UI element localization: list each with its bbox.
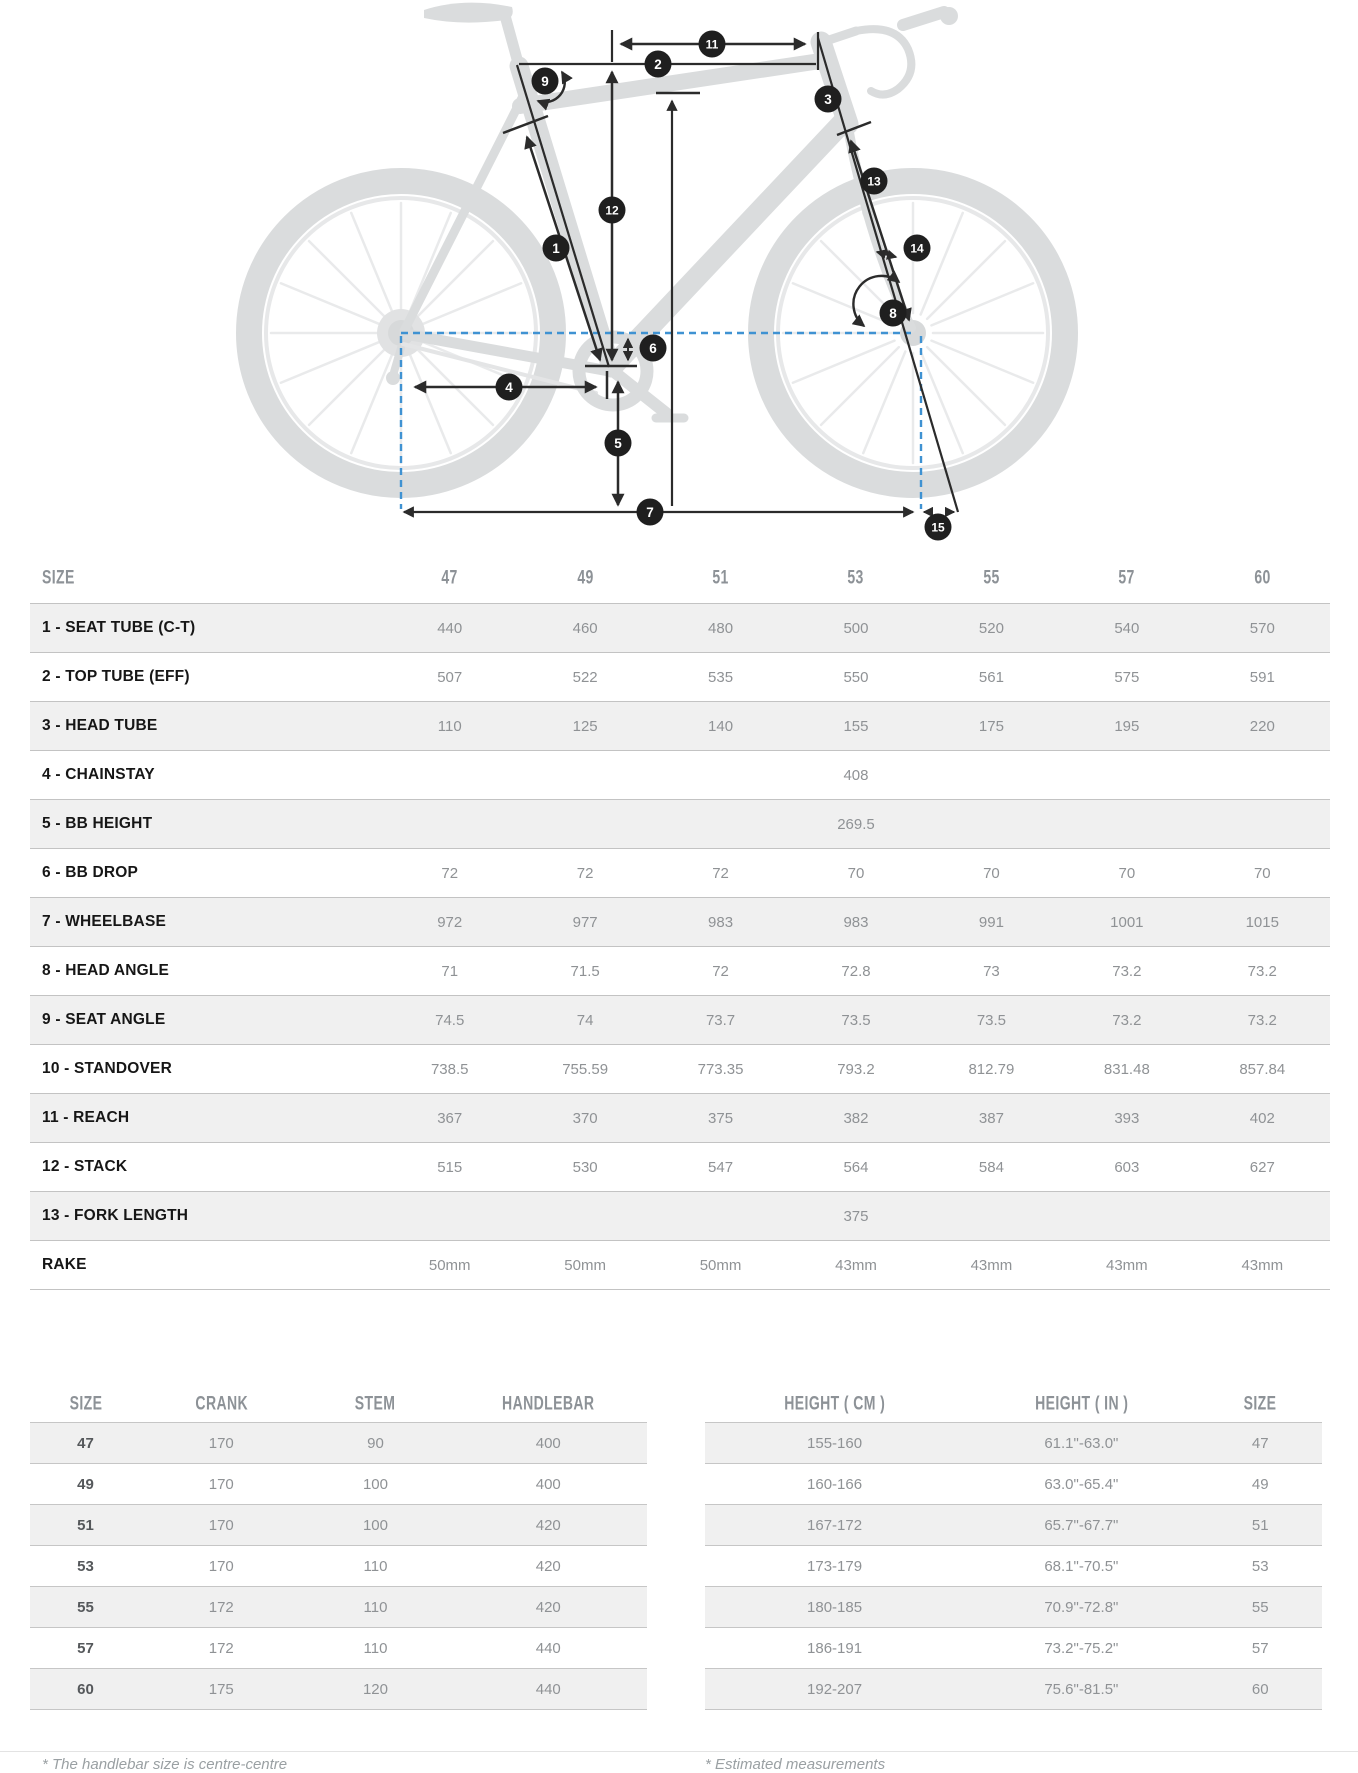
geometry-value: 603 xyxy=(1114,1158,1140,1176)
geometry-value: 43mm xyxy=(1106,1256,1148,1274)
components_table-value: 170 xyxy=(208,1475,234,1493)
wheel-spoke xyxy=(927,241,1005,319)
components_table-value: 57 xyxy=(77,1639,94,1657)
geometry-value: 125 xyxy=(572,717,598,735)
components_table-header-3 xyxy=(450,1393,647,1414)
geometry-value: 584 xyxy=(978,1158,1004,1176)
geometry-row-label: 3 - HEAD TUBE xyxy=(42,717,158,734)
components_table-value: 440 xyxy=(535,1639,561,1657)
bike-geometry-diagram xyxy=(0,0,1358,545)
components_table-header-1 xyxy=(141,1393,301,1414)
sizing_table-row xyxy=(705,1586,1322,1627)
geometry-value: 50mm xyxy=(699,1256,742,1274)
components_table-value: 51 xyxy=(77,1516,94,1534)
components_table-value: 100 xyxy=(362,1475,388,1493)
sizing_table-value: 60 xyxy=(1251,1680,1269,1698)
wheel-spoke xyxy=(793,283,895,325)
geometry-value: 70 xyxy=(847,864,865,882)
wheel-spoke xyxy=(281,341,383,383)
wheel-spoke xyxy=(863,351,905,453)
geometry-value: 535 xyxy=(708,668,734,686)
sizing_table-header-2 xyxy=(1199,1393,1322,1414)
header-label: HANDLEBAR xyxy=(502,1391,595,1414)
callout-number: 3 xyxy=(824,92,832,107)
callout-number: 1 xyxy=(552,241,560,256)
sizing_table-value: 65.7"-67.7" xyxy=(1044,1516,1119,1534)
sizing_table-value: 180-185 xyxy=(807,1598,863,1616)
stem xyxy=(823,31,856,42)
components_table-value: 110 xyxy=(363,1557,388,1575)
geometry-value: 43mm xyxy=(970,1256,1013,1274)
components_table-value: 400 xyxy=(535,1475,561,1493)
components_table-value: 120 xyxy=(362,1680,388,1698)
sizing_table-value: 75.6"-81.5" xyxy=(1044,1680,1119,1698)
geometry-row-label: 6 - BB DROP xyxy=(42,864,139,881)
geometry-row-label: 12 - STACK xyxy=(42,1158,128,1175)
geometry-value: 440 xyxy=(437,619,463,637)
geometry-value: 70 xyxy=(1118,864,1136,882)
geometry-header-size xyxy=(30,567,382,588)
components-table xyxy=(30,1384,647,1773)
geometry-value: 74 xyxy=(576,1011,594,1029)
header-label: HEIGHT ( IN ) xyxy=(1034,1391,1128,1414)
components_table-value: 172 xyxy=(208,1639,234,1657)
geometry-value: 547 xyxy=(708,1158,734,1176)
header-label: SIZE xyxy=(69,1391,102,1414)
callout-number: 2 xyxy=(654,57,662,72)
geometry-value: 43mm xyxy=(835,1256,877,1274)
sizing_table-value: 73.2"-75.2" xyxy=(1044,1639,1119,1657)
wheel-spoke xyxy=(931,341,1033,383)
geometry-row-label: 5 - BB HEIGHT xyxy=(42,815,153,832)
brake-hood xyxy=(903,12,944,25)
geometry-value: 375 xyxy=(843,1207,869,1225)
geometry-row xyxy=(30,652,1330,701)
wheel-spoke xyxy=(281,283,383,325)
geometry-value: 1001 xyxy=(1110,913,1144,931)
geometry-header-49 xyxy=(517,567,652,588)
geometry-value: 72 xyxy=(712,864,729,882)
geometry-value: 812.79 xyxy=(968,1060,1015,1078)
wheel-spoke xyxy=(419,283,521,325)
components_table-value: 110 xyxy=(363,1598,388,1616)
geometry-value: 972 xyxy=(437,913,463,931)
geometry-row xyxy=(30,603,1330,652)
sizing_table-value: 63.0"-65.4" xyxy=(1044,1475,1119,1493)
geometry-header-47 xyxy=(382,567,517,588)
geometry-header-51 xyxy=(653,567,788,588)
geometry-value: 72 xyxy=(712,962,729,980)
header-label: SIZE xyxy=(42,565,75,588)
geometry-value: 575 xyxy=(1114,668,1140,686)
geometry-value: 72 xyxy=(576,864,594,882)
geometry-value: 500 xyxy=(843,619,869,637)
geometry-row xyxy=(30,1093,1330,1142)
wheel-spoke xyxy=(921,213,963,315)
geometry-value: 370 xyxy=(572,1109,598,1127)
callout-number: 4 xyxy=(505,380,513,395)
geometry-value: 72.8 xyxy=(841,962,871,980)
sizing_table-row xyxy=(705,1545,1322,1586)
geometry-value: 387 xyxy=(978,1109,1004,1127)
geometry-table-header xyxy=(30,551,1330,603)
components_table-row xyxy=(30,1586,647,1627)
components-table-header xyxy=(30,1384,647,1422)
geometry-value: 71 xyxy=(441,962,459,980)
geometry-value: 402 xyxy=(1249,1109,1275,1127)
geometry-value: 983 xyxy=(708,913,734,931)
components_table-value: 53 xyxy=(77,1557,94,1575)
geometry-value: 793.2 xyxy=(837,1060,875,1078)
header-label: 55 xyxy=(983,565,1000,588)
geometry-value: 591 xyxy=(1249,668,1275,686)
sizing_table-value: 160-166 xyxy=(807,1475,863,1493)
callout-number: 6 xyxy=(649,341,657,356)
geometry-row xyxy=(30,1240,1330,1290)
geometry-value: 73.5 xyxy=(841,1011,871,1029)
components_table-value: 170 xyxy=(208,1516,234,1534)
measurement-annotations xyxy=(404,30,958,512)
geometry-value: 43mm xyxy=(1241,1256,1284,1274)
components_table-row xyxy=(30,1545,647,1586)
geometry-row-label: 7 - WHEELBASE xyxy=(42,913,167,930)
callout-number: 8 xyxy=(889,306,897,321)
header-label: 51 xyxy=(712,565,729,588)
geometry-header-55 xyxy=(924,567,1059,588)
geometry-value: 507 xyxy=(437,668,463,686)
geometry-value: 550 xyxy=(843,668,869,686)
components_table-value: 100 xyxy=(362,1516,388,1534)
callout-number: 9 xyxy=(541,74,549,89)
components_table-header-2 xyxy=(301,1393,449,1414)
fork-length-arrow xyxy=(851,141,909,320)
geometry-table xyxy=(30,551,1330,1290)
geometry-value: 382 xyxy=(843,1109,869,1127)
sizing_table-row xyxy=(705,1463,1322,1504)
geometry-row-label: 10 - STANDOVER xyxy=(42,1060,172,1077)
geometry-row xyxy=(30,897,1330,946)
geometry-value: 73.2 xyxy=(1112,1011,1142,1029)
sizing_table-row xyxy=(705,1627,1322,1668)
components_table-value: 400 xyxy=(535,1434,561,1452)
geometry-value: 627 xyxy=(1249,1158,1275,1176)
wheel-spoke xyxy=(793,341,895,383)
sizing_table-value: 57 xyxy=(1251,1639,1269,1657)
header-label: 53 xyxy=(847,565,865,588)
geometry-value: 522 xyxy=(572,668,598,686)
callout-number: 11 xyxy=(705,37,719,52)
wheel-spoke xyxy=(821,347,899,425)
wheel-spoke xyxy=(309,241,387,319)
callout-number: 12 xyxy=(605,203,619,218)
geometry-value: 773.35 xyxy=(697,1060,744,1078)
geometry-value: 155 xyxy=(843,717,869,735)
header-label: SIZE xyxy=(1243,1391,1277,1414)
components_table-value: 170 xyxy=(208,1557,234,1575)
geometry-header-53 xyxy=(788,567,923,588)
geometry-header-60 xyxy=(1195,567,1330,588)
geometry-row-label: 4 - CHAINSTAY xyxy=(42,766,155,783)
geometry-value: 74.5 xyxy=(435,1011,465,1029)
components_table-row xyxy=(30,1504,647,1545)
geometry-value: 71.5 xyxy=(570,962,600,980)
geometry-value: 220 xyxy=(1249,717,1275,735)
wheel-spoke xyxy=(921,351,963,453)
geometry-value: 738.5 xyxy=(430,1060,469,1078)
geometry-value: 515 xyxy=(437,1158,463,1176)
handlebar xyxy=(856,29,911,94)
sizing_table-value: 70.9"-72.8" xyxy=(1044,1598,1119,1616)
sizing_table-value: 192-207 xyxy=(807,1680,863,1698)
geometry-value: 269.5 xyxy=(837,815,875,833)
geometry-row-label: 13 - FORK LENGTH xyxy=(42,1207,189,1224)
callout-number: 14 xyxy=(910,241,924,256)
geometry-value: 375 xyxy=(708,1109,734,1127)
geometry-row xyxy=(30,946,1330,995)
sizing-table-header xyxy=(705,1384,1322,1422)
geometry-value: 393 xyxy=(1114,1109,1140,1127)
components_table-row xyxy=(30,1627,647,1668)
geometry-value: 73.2 xyxy=(1247,1011,1277,1029)
geometry-value: 175 xyxy=(978,717,1004,735)
sizing-footnote: * Estimated measurements xyxy=(705,1756,886,1773)
components_table-value: 110 xyxy=(363,1639,388,1657)
geometry-value: 50mm xyxy=(428,1256,471,1274)
sizing_table-value: 186-191 xyxy=(807,1639,863,1657)
components_table-value: 420 xyxy=(535,1516,561,1534)
components_table-value: 420 xyxy=(535,1557,561,1575)
geometry-row-label: 2 - TOP TUBE (EFF) xyxy=(42,668,190,685)
geometry-value: 408 xyxy=(843,766,869,784)
geometry-value: 73.2 xyxy=(1247,962,1277,980)
components_table-value: 55 xyxy=(77,1598,94,1616)
geometry-row-label: 8 - HEAD ANGLE xyxy=(42,962,170,979)
sizing_table-value: 173-179 xyxy=(807,1557,863,1575)
geometry-header-57 xyxy=(1059,567,1194,588)
geometry-value: 977 xyxy=(572,913,598,931)
geometry-value: 530 xyxy=(572,1158,598,1176)
geometry-value: 73.5 xyxy=(976,1011,1007,1029)
components_table-value: 440 xyxy=(535,1680,561,1698)
bottom-tables xyxy=(30,1384,1358,1773)
components_table-header-0 xyxy=(30,1393,141,1414)
header-label: 57 xyxy=(1118,565,1136,588)
components-footnote: * The handlebar size is centre-centre xyxy=(42,1756,288,1773)
wheel-spoke xyxy=(351,351,393,453)
geometry-value: 831.48 xyxy=(1103,1060,1150,1078)
sizing_table-header-1 xyxy=(964,1393,1198,1414)
sizing_table-value: 53 xyxy=(1251,1557,1269,1575)
sizing-table xyxy=(705,1384,1322,1773)
sizing_table-value: 47 xyxy=(1251,1434,1269,1452)
geometry-value: 755.59 xyxy=(562,1060,609,1078)
geometry-row xyxy=(30,750,1330,799)
sizing_table-value: 68.1"-70.5" xyxy=(1044,1557,1119,1575)
geometry-value: 1015 xyxy=(1245,913,1279,931)
geometry-value: 110 xyxy=(437,717,462,735)
geometry-value: 70 xyxy=(983,864,1000,882)
wheel-spoke xyxy=(927,347,1005,425)
components_table-row xyxy=(30,1668,647,1710)
geometry-value: 520 xyxy=(978,619,1004,637)
callout-number: 7 xyxy=(646,505,654,520)
wheel-spoke xyxy=(351,213,393,315)
saddle xyxy=(424,3,513,23)
geometry-row xyxy=(30,701,1330,750)
wheel-spoke xyxy=(409,213,451,315)
geometry-value: 983 xyxy=(843,913,869,931)
header-label: 47 xyxy=(441,565,458,588)
geometry-value: 564 xyxy=(843,1158,869,1176)
top-tube xyxy=(520,60,827,106)
front-wheel xyxy=(761,181,1065,485)
components_table-value: 420 xyxy=(535,1598,561,1616)
geometry-value: 367 xyxy=(437,1109,463,1127)
components_table-value: 49 xyxy=(77,1475,94,1493)
header-label: 60 xyxy=(1254,565,1271,588)
components_table-value: 170 xyxy=(208,1434,234,1452)
geometry-row-label: 11 - REACH xyxy=(42,1109,130,1126)
geometry-value: 73.2 xyxy=(1112,962,1142,980)
components_table-row xyxy=(30,1422,647,1463)
components_table-row xyxy=(30,1463,647,1504)
components_table-value: 172 xyxy=(208,1598,234,1616)
geometry-row-label: 1 - SEAT TUBE (C-T) xyxy=(42,619,196,636)
geometry-value: 72 xyxy=(441,864,459,882)
geometry-row xyxy=(30,1142,1330,1191)
sizing_table-value: 51 xyxy=(1251,1516,1269,1534)
sizing_table-value: 55 xyxy=(1251,1598,1269,1616)
sizing_table-value: 155-160 xyxy=(807,1434,863,1452)
header-label: HEIGHT ( CM ) xyxy=(784,1391,886,1414)
wheel-spoke xyxy=(309,347,387,425)
geometry-value: 140 xyxy=(708,717,734,735)
geometry-value: 50mm xyxy=(564,1256,606,1274)
callout-number: 13 xyxy=(867,174,881,189)
sizing_table-header-0 xyxy=(705,1393,964,1414)
geometry-row xyxy=(30,799,1330,848)
sizing_table-value: 167-172 xyxy=(807,1516,863,1534)
geometry-value: 561 xyxy=(978,668,1004,686)
components_table-value: 90 xyxy=(367,1434,384,1452)
header-label: STEM xyxy=(355,1391,396,1414)
geometry-value: 70 xyxy=(1253,864,1271,882)
sizing_table-value: 61.1"-63.0" xyxy=(1044,1434,1119,1452)
wheel-spoke xyxy=(409,351,451,453)
components_table-value: 60 xyxy=(77,1680,94,1698)
geometry-row-label: RAKE xyxy=(42,1256,87,1273)
geometry-row-label: 9 - SEAT ANGLE xyxy=(42,1011,166,1028)
header-label: 49 xyxy=(576,565,594,588)
geometry-value: 73.7 xyxy=(705,1011,736,1029)
header-label: CRANK xyxy=(194,1391,248,1414)
sizing_table-row xyxy=(705,1422,1322,1463)
wheel-spoke xyxy=(931,283,1033,325)
geometry-value: 195 xyxy=(1114,717,1140,735)
geometry-value: 570 xyxy=(1249,619,1275,637)
geometry-value: 857.84 xyxy=(1239,1060,1286,1078)
components_table-value: 47 xyxy=(77,1434,94,1452)
callout-number: 5 xyxy=(614,436,622,451)
geometry-row xyxy=(30,848,1330,897)
geometry-value: 540 xyxy=(1114,619,1140,637)
geometry-row xyxy=(30,995,1330,1044)
sizing_table-row xyxy=(705,1668,1322,1710)
geometry-row xyxy=(30,1044,1330,1093)
geometry-value: 991 xyxy=(978,913,1004,931)
sizing_table-value: 49 xyxy=(1251,1475,1269,1493)
geometry-row xyxy=(30,1191,1330,1240)
geometry-value: 480 xyxy=(708,619,734,637)
components_table-value: 175 xyxy=(208,1680,234,1698)
geometry-value: 73 xyxy=(983,962,1000,980)
sizing_table-row xyxy=(705,1504,1322,1545)
callout-number: 15 xyxy=(931,520,945,535)
geometry-value: 460 xyxy=(572,619,598,637)
